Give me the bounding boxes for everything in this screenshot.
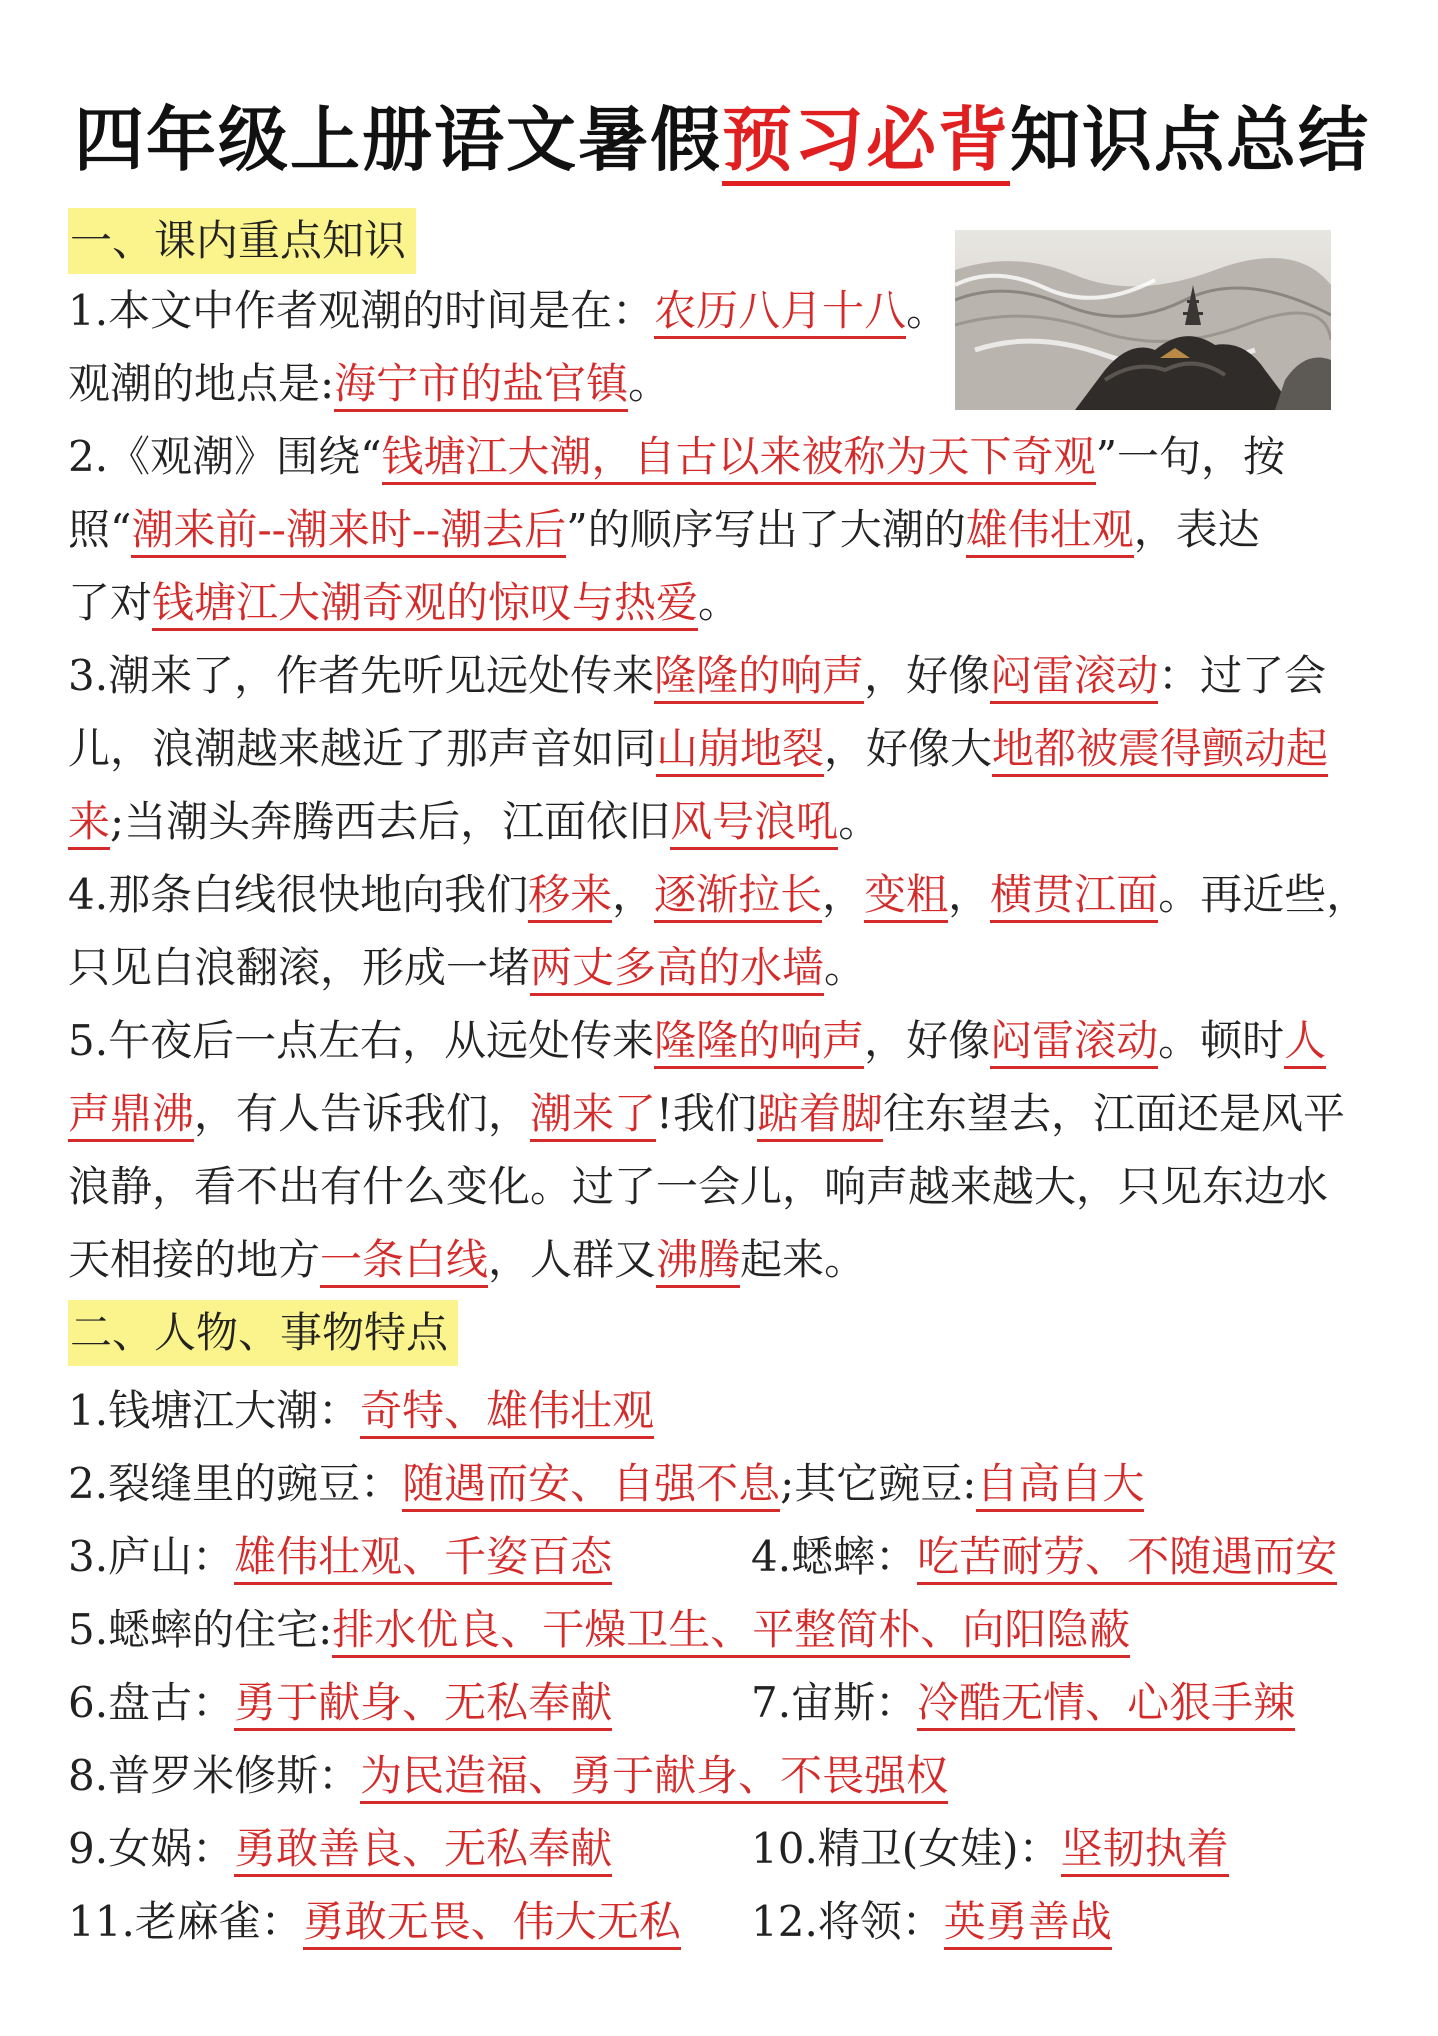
answer-text: 为民造福、勇于献身、不畏强权 (360, 1751, 948, 1804)
body-text: 10.精卫(女娃)： (751, 1824, 1061, 1873)
answer-text: 横贯江面 (990, 870, 1158, 923)
answer-text: 排水优良、干燥卫生、平整简朴、向阳隐蔽 (332, 1605, 1130, 1658)
body-text: 。顿时 (1158, 1016, 1285, 1065)
body-text: ”的顺序写出了大潮的 (566, 505, 966, 554)
body-text: 12.将领： (751, 1897, 944, 1946)
body-text: 浪静，看不出有什么变化。过了一会儿，响声越来越大，只见东边水 (68, 1162, 1329, 1211)
body-text: 。 (906, 286, 949, 335)
text-line (68, 566, 1376, 639)
answer-text: 潮来了 (530, 1089, 656, 1142)
text-line (68, 493, 1376, 566)
answer-text: 来 (68, 797, 110, 850)
body-text: ;其它豌豆: (780, 1459, 977, 1508)
text-line (68, 1150, 1376, 1223)
body-text: 1.本文中作者观潮的时间是在： (68, 286, 655, 335)
trait-item (68, 1666, 612, 1739)
text-line (68, 420, 1376, 493)
section-heading-1: 一、课内重点知识 (68, 208, 416, 274)
trait-row (68, 1374, 1376, 1447)
answer-text: 勇于献身、无私奉献 (234, 1678, 612, 1731)
answer-text: 闷雷滚动 (990, 651, 1158, 704)
answer-text: 吃苦耐劳、不随遇而安 (917, 1532, 1337, 1585)
title-accent: 预习必背 (722, 99, 1010, 186)
trait-item (68, 1374, 654, 1447)
answer-text: 风号浪吼 (670, 797, 838, 850)
answer-text: 变粗 (864, 870, 948, 923)
answer-text: 奇特、雄伟壮观 (360, 1386, 654, 1439)
answer-text: 自高自大 (976, 1459, 1144, 1512)
body-text: 4.那条白线很快地向我们 (68, 870, 529, 919)
title-pre: 四年级上册语文暑假 (74, 99, 722, 181)
trait-item (68, 1593, 1130, 1666)
trait-item (751, 1666, 1295, 1739)
answer-text: 两丈多高的水墙 (530, 943, 824, 996)
trait-item (751, 1520, 1337, 1593)
answer-text: 一条白线 (320, 1235, 488, 1288)
answer-text: 潮来前--潮来时--潮去后 (131, 505, 566, 558)
body-text: 。 (628, 359, 671, 408)
body-text: ， (948, 870, 991, 919)
body-text: 天相接的地方 (68, 1235, 321, 1284)
body-text: 7.宙斯： (751, 1678, 918, 1727)
answer-text: 隆隆的响声 (654, 651, 864, 704)
answer-text: 沸腾 (656, 1235, 740, 1288)
page-title (68, 0, 1376, 200)
trait-item (68, 1739, 948, 1812)
trait-row (68, 1447, 1376, 1520)
body-text: 了对 (68, 578, 153, 627)
answer-text: 勇敢无畏、伟大无私 (303, 1897, 681, 1950)
answer-text: 钱塘江大潮，自古以来被称为天下奇观 (382, 432, 1096, 485)
body-text: ， (822, 870, 865, 919)
answer-text: 钱塘江大潮奇观的惊叹与热爱 (152, 578, 698, 631)
body-text: ，好像 (864, 651, 991, 700)
answer-text: 踮着脚 (757, 1089, 883, 1142)
trait-item (68, 1885, 681, 1958)
trait-item (68, 1520, 612, 1593)
trait-row (68, 1885, 1376, 1958)
trait-row (68, 1593, 1376, 1666)
text-line (68, 1223, 1376, 1296)
trait-item (751, 1885, 1112, 1958)
answer-text: 英勇善战 (944, 1897, 1112, 1950)
body-text: 3.潮来了，作者先听见远处传来 (68, 651, 655, 700)
body-text: 4.蟋蟀： (751, 1532, 918, 1581)
trait-row (68, 1739, 1376, 1812)
text-line (68, 1077, 1376, 1150)
section-heading-2: 二、人物、事物特点 (68, 1300, 458, 1366)
section-1-body (68, 274, 1376, 1296)
body-text: 往东望去，江面还是风平 (882, 1089, 1345, 1138)
trait-row (68, 1666, 1376, 1739)
answer-text: 移来 (528, 870, 612, 923)
body-text: !我们 (656, 1089, 757, 1138)
answer-text: 坚韧执着 (1061, 1824, 1229, 1877)
body-text: ，人群又 (488, 1235, 657, 1284)
body-text: ;当潮头奔腾西去后，江面依旧 (110, 797, 671, 846)
body-text: 9.女娲： (68, 1824, 235, 1873)
body-text: 2.《观潮》围绕“ (68, 432, 382, 481)
body-text: 起来。 (740, 1235, 867, 1284)
text-line (68, 931, 1376, 1004)
title-post: 知识点总结 (1010, 99, 1370, 181)
answer-text: 冷酷无情、心狠手辣 (917, 1678, 1295, 1731)
trait-item (751, 1812, 1229, 1885)
body-text: ，好像 (864, 1016, 991, 1065)
body-text: 儿，浪潮越来越近了那声音如同 (68, 724, 657, 773)
answer-text: 声鼎沸 (68, 1089, 194, 1142)
answer-text: 逐渐拉长 (654, 870, 822, 923)
answer-text: 勇敢善良、无私奉献 (234, 1824, 612, 1877)
body-text: ，有人告诉我们， (194, 1089, 531, 1138)
text-line (68, 785, 1376, 858)
body-text: 8.普罗米修斯： (68, 1751, 361, 1800)
trait-row (68, 1812, 1376, 1885)
text-line (68, 712, 1376, 785)
tide-pavilion-illustration (955, 230, 1331, 410)
text-line (68, 1004, 1376, 1077)
section-2-body (68, 1374, 1376, 1958)
answer-text: 山崩地裂 (656, 724, 824, 777)
body-text: ，好像大 (824, 724, 993, 773)
answer-text: 隆隆的响声 (654, 1016, 864, 1069)
body-text: 3.庐山： (68, 1532, 235, 1581)
trait-item (68, 1447, 1144, 1520)
body-text: ， (612, 870, 655, 919)
body-text: 5.蟋蟀的住宅: (68, 1605, 333, 1654)
text-line (68, 858, 1376, 931)
answer-text: 闷雷滚动 (990, 1016, 1158, 1069)
body-text: 照“ (68, 505, 132, 554)
answer-text: 农历八月十八 (654, 286, 906, 339)
answer-text: 雄伟壮观、千姿百态 (234, 1532, 612, 1585)
body-text: 1.钱塘江大潮： (68, 1386, 361, 1435)
body-text: ”一句，按 (1095, 432, 1286, 481)
body-text: ：过了会 (1158, 651, 1327, 700)
ink-painting-image (955, 230, 1331, 410)
body-text: 。 (824, 943, 867, 992)
body-text: 。 (698, 578, 741, 627)
body-text: 只见白浪翻滚，形成一堵 (68, 943, 531, 992)
answer-text: 人 (1284, 1016, 1326, 1069)
answer-text: 随遇而安、自强不息 (402, 1459, 780, 1512)
body-text: ，表达 (1133, 505, 1260, 554)
text-line (68, 639, 1376, 712)
body-text: 6.盘古： (68, 1678, 235, 1727)
body-text: 5.午夜后一点左右，从远处传来 (68, 1016, 655, 1065)
body-text: 观潮的地点是: (68, 359, 335, 408)
answer-text: 雄伟壮观 (966, 505, 1134, 558)
trait-row (68, 1520, 1376, 1593)
answer-text: 地都被震得颤动起 (992, 724, 1328, 777)
body-text: 。再近些， (1158, 870, 1369, 919)
trait-item (68, 1812, 612, 1885)
body-text: 2.裂缝里的豌豆： (68, 1459, 403, 1508)
body-text: 11.老麻雀： (68, 1897, 303, 1946)
answer-text: 海宁市的盐官镇 (334, 359, 628, 412)
body-text: 。 (838, 797, 881, 846)
